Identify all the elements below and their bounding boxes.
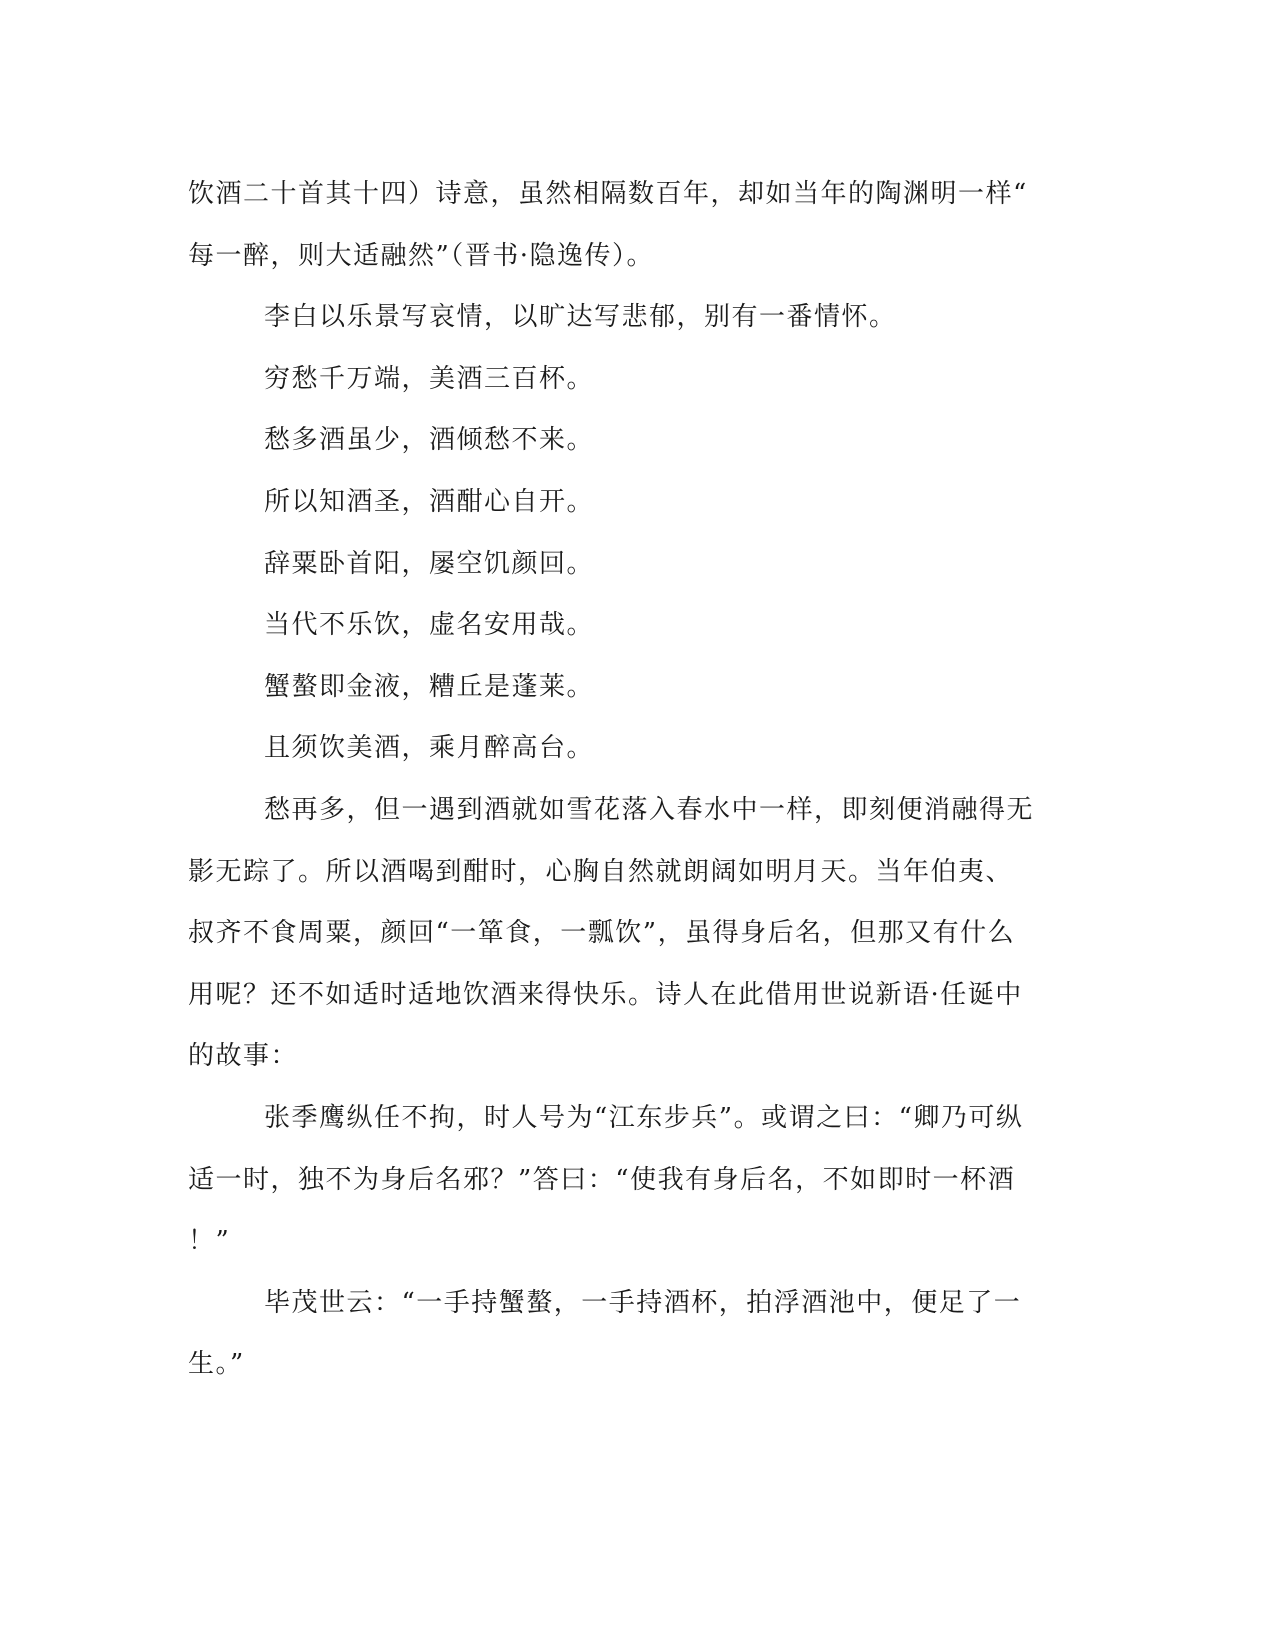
- text-line: ！”: [188, 1226, 231, 1257]
- poem-line: 辞粟卧首阳，屡空饥颜回。: [264, 548, 595, 579]
- poem-line: 愁多酒虽少，酒倾愁不来。: [264, 425, 595, 456]
- poem-line: 且须饮美酒，乘月醉高台。: [264, 733, 595, 764]
- text-line: 叔齐不食周粟，颜回“一箪食，一瓢饮”，虽得身后名，但那又有什么: [188, 918, 1016, 949]
- text-line: 李白以乐景写哀情，以旷达写悲郁，别有一番情怀。: [264, 302, 897, 333]
- text-line: 的故事：: [188, 1041, 299, 1072]
- poem-line: 穷愁千万端，美酒三百杯。: [264, 363, 595, 394]
- text-line: 饮酒二十首其十四）诗意，虽然相隔数百年，却如当年的陶渊明一样“: [188, 179, 1028, 209]
- poem-line: 当代不乐饮，虚名安用哉。: [264, 610, 595, 641]
- poem-line: 蟹螯即金液，糟丘是蓬莱。: [264, 671, 595, 702]
- text-line: 张季鹰纵任不拘，时人号为“江东步兵”。或谓之曰：“卿乃可纵: [264, 1102, 1024, 1133]
- text-line: 适一时，独不为身后名邪？”答曰：“使我有身后名，不如即时一杯酒: [188, 1164, 1016, 1195]
- document-body: [188, 164, 1078, 1396]
- text-line: 用呢？还不如适时适地饮酒来得快乐。诗人在此借用世说新语·任诞中: [188, 979, 1023, 1010]
- text-line: 生。”: [188, 1349, 245, 1380]
- poem-line: 所以知酒圣，酒酣心自开。: [264, 486, 595, 517]
- text-line: 每一醉，则大适融然”（晋书·隐逸传）。: [188, 240, 655, 271]
- text-line: 愁再多，但一遇到酒就如雪花落入春水中一样，即刻便消融得无: [264, 794, 1035, 825]
- text-line: 毕茂世云：“一手持蟹螯，一手持酒杯，拍浮酒池中，便足了一: [264, 1287, 1022, 1318]
- text-line: 影无踪了。所以酒喝到酣时，心胸自然就朗阔如明月天。当年伯夷、: [188, 856, 1014, 887]
